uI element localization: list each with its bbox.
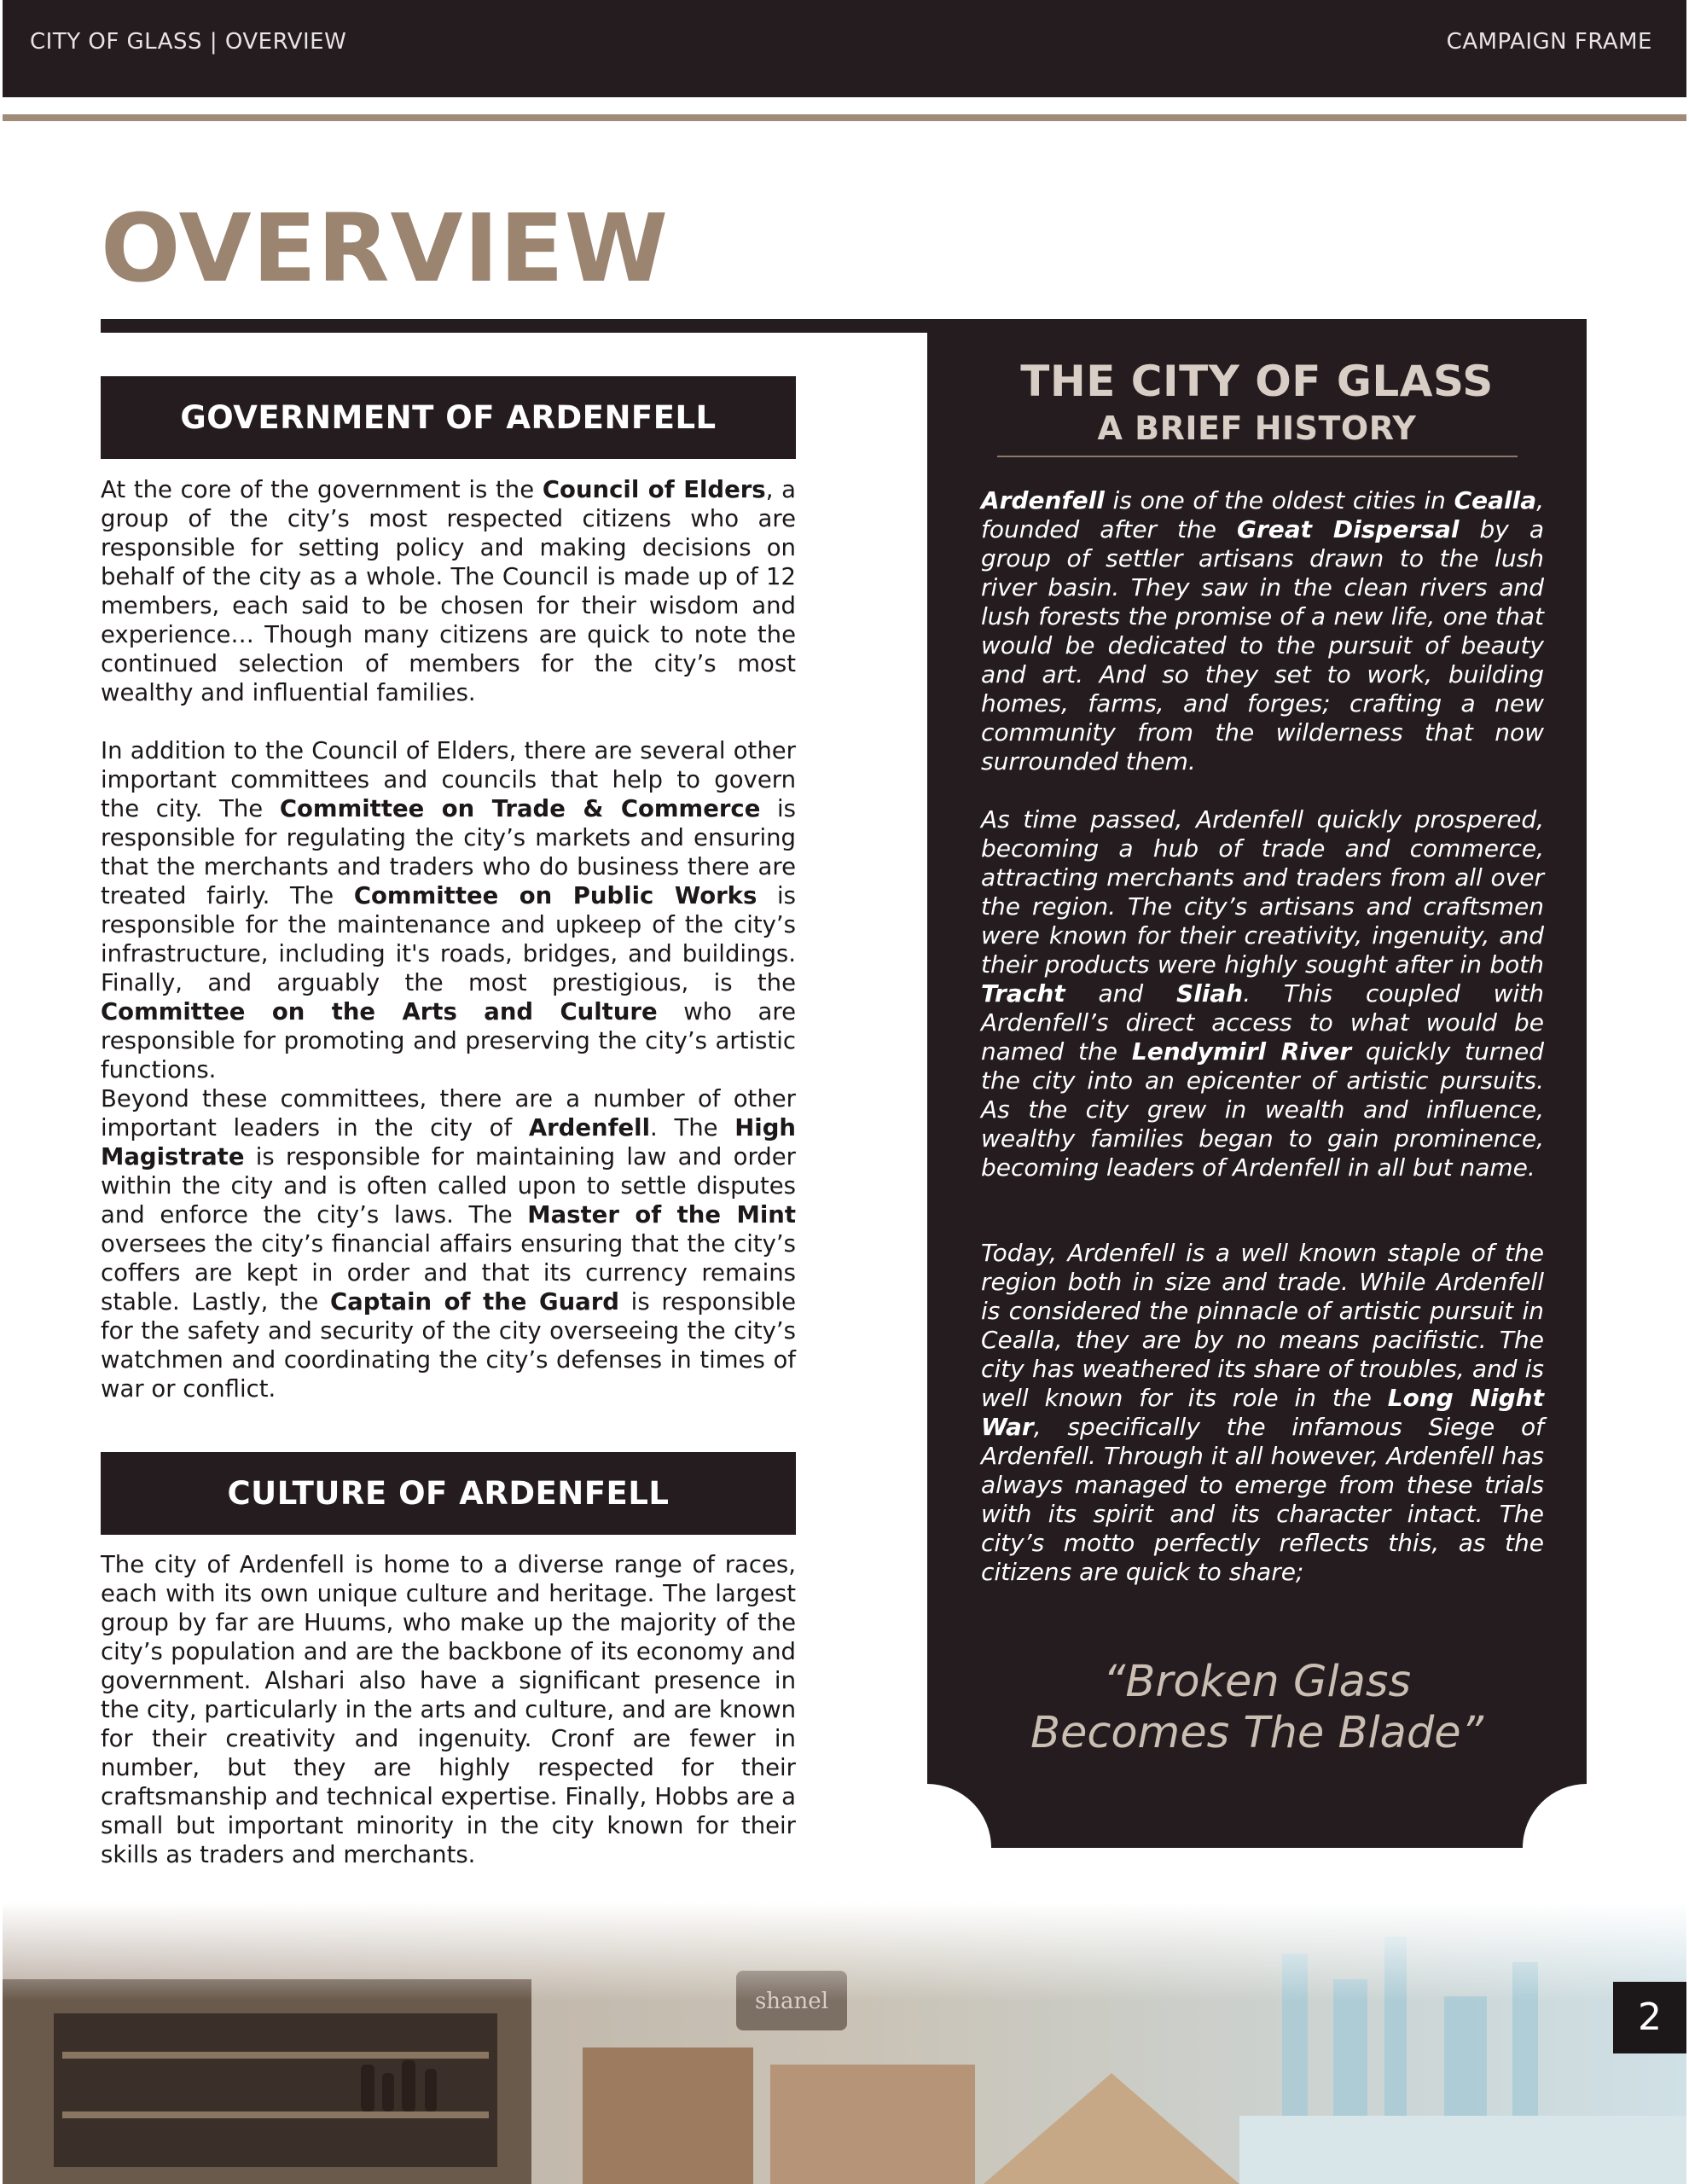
emphasis-term: Ardenfell [528, 1114, 651, 1141]
motto-line-2: Becomes The Blade” [1030, 1708, 1484, 1758]
emphasis-term: Master of the Mint [527, 1201, 796, 1228]
emphasis-term: Great Dispersal [1237, 515, 1460, 543]
sidebar-paragraph-1: Ardenfell is one of the oldest cities in Cealla, founded after the Great Dispersal by a group of settler artisans drawn to the lush river basin. They saw in the clean rivers and lush forests the promise of a new life, one that would be dedicated to the pursuit of beauty and art. And so they set to work, building homes, farms, and forges; crafting a new community from the wilderness that now surrounded them. [981, 486, 1544, 775]
scene-artwork [3, 1902, 1686, 2184]
emphasis-term: Ardenfell [981, 486, 1105, 514]
sidebar-paragraph-2: As time passed, Ardenfell quickly prospered, becoming a hub of trade and commerce, attracting merchants and traders from all over the region. The city’s artisans and craftsmen were known for their creativity, ingenuity, and their products were highly sought after in both Tracht and Sliah. This coupled with Ardenfell’s direct access to what would be named the Lendymirl River quickly turned the city into an epicenter of artistic pursuits. As the city grew in wealth and influence, wealthy families began to gain prominence, becoming leaders of Ardenfell in all but name. [981, 805, 1544, 1182]
emphasis-term: Captain of the Guard [329, 1288, 619, 1316]
culture-heading: CULTURE OF ARDENFELL [101, 1452, 796, 1535]
government-heading: GOVERNMENT OF ARDENFELL [101, 376, 796, 459]
emphasis-term: Council of Elders [542, 476, 766, 503]
emphasis-term: Committee on Public Works [353, 882, 757, 909]
page-number: 2 [1613, 1982, 1686, 2053]
emphasis-term: Sliah [1175, 979, 1244, 1008]
city-motto [927, 1657, 1587, 1759]
culture-paragraph-1: The city of Ardenfell is home to a diverse range of races, each with its own unique culture and heritage. The largest group by far are Huums, who make up the majority of the city’s population and are the backbone of its economy and government. Alshari also have a significant presence in the city, particularly in the arts and culture, and are known for their creativity and ingenuity. Cronf are fewer in number, but they are highly respected for their craftsmanship and technical expertise. Finally, Hobbs are a small but important minority in the city known for their skills as traders and merchants. [101, 1551, 796, 1868]
sidebar-subtitle: A BRIEF HISTORY [1097, 410, 1417, 447]
emphasis-term: Cealla [1454, 486, 1537, 514]
emphasis-term: Lendymirl River [1131, 1037, 1352, 1066]
header-section-title: CITY OF GLASS | OVERVIEW [30, 29, 347, 55]
running-header [3, 0, 1686, 97]
sidebar-rule [997, 456, 1518, 457]
emphasis-term: Tracht [981, 979, 1065, 1008]
sidebar-corner-notch-left [863, 1784, 991, 1912]
emphasis-term: Long Night War [981, 1384, 1544, 1441]
sidebar-title: THE CITY OF GLASS [1020, 357, 1494, 406]
government-paragraph-2: In addition to the Council of Elders, there are several other important committees and councils that help to govern the city. The Committee on Trade & Commerce is responsible for regulating the city’s markets and ensuring that the merchants and traders who do business there are treated fairly. The Committee on Public Works is responsible for the maintenance and upkeep of the city’s infrastructure, including it's roads, bridges, and buildings. Finally, and arguably the most prestigious, is the Committee on the Arts and Culture who are responsible for promoting and preserving the city’s artistic functions. [101, 737, 797, 1083]
page-title: OVERVIEW [101, 194, 670, 303]
city-scene-illustration [3, 1902, 1686, 2184]
government-paragraph-1: At the core of the government is the Council of Elders, a group of the city’s most respected citizens who are responsible for setting policy and making decisions on behalf of the city as a whole. The Council is made up of 12 members, each said to be chosen for their wisdom and experience… Though many citizens are quick to note the continued selection of members for the city’s most wealthy and influential families. [101, 476, 796, 706]
emphasis-term: Committee on Trade & Commerce [279, 795, 761, 822]
emphasis-term: High Magistrate [101, 1114, 796, 1170]
sidebar-corner-notch-right [1523, 1784, 1651, 1912]
sidebar-paragraph-3: Today, Ardenfell is a well known staple of the region both in size and trade. While Ardenfell is considered the pinnacle of artistic pursuit in Cealla, they are by no means pacifistic. The city has weathered its share of troubles, and is well known for its role in the Long Night War, specifically the infamous Siege of Ardenfell. Through it all however, Ardenfell has always managed to emerge from these trials with its spirit and its character intact. The city’s motto perfectly reflects this, as the citizens are quick to share; [981, 1239, 1544, 1586]
government-paragraph-3: Beyond these committees, there are a number of other important leaders in the city of Ardenfell. The High Magistrate is responsible for maintaining law and order within the city and is often called upon to settle disputes and enforce the city’s laws. The Master of the Mint oversees the city’s financial affairs ensuring that the city’s coffers are kept in order and that its currency remains stable. Lastly, the Captain of the Guard is responsible for the safety and security of the city overseeing the city’s watchmen and coordinating the city’s defenses in times of war or conflict. [101, 1085, 797, 1403]
motto-line-1: “Broken Glass [1102, 1657, 1412, 1707]
emphasis-term: Committee on the Arts and Culture [101, 998, 658, 1025]
header-divider [3, 114, 1686, 121]
history-sidebar [927, 319, 1587, 1848]
header-document-type: CAMPAIGN FRAME [1446, 29, 1652, 55]
